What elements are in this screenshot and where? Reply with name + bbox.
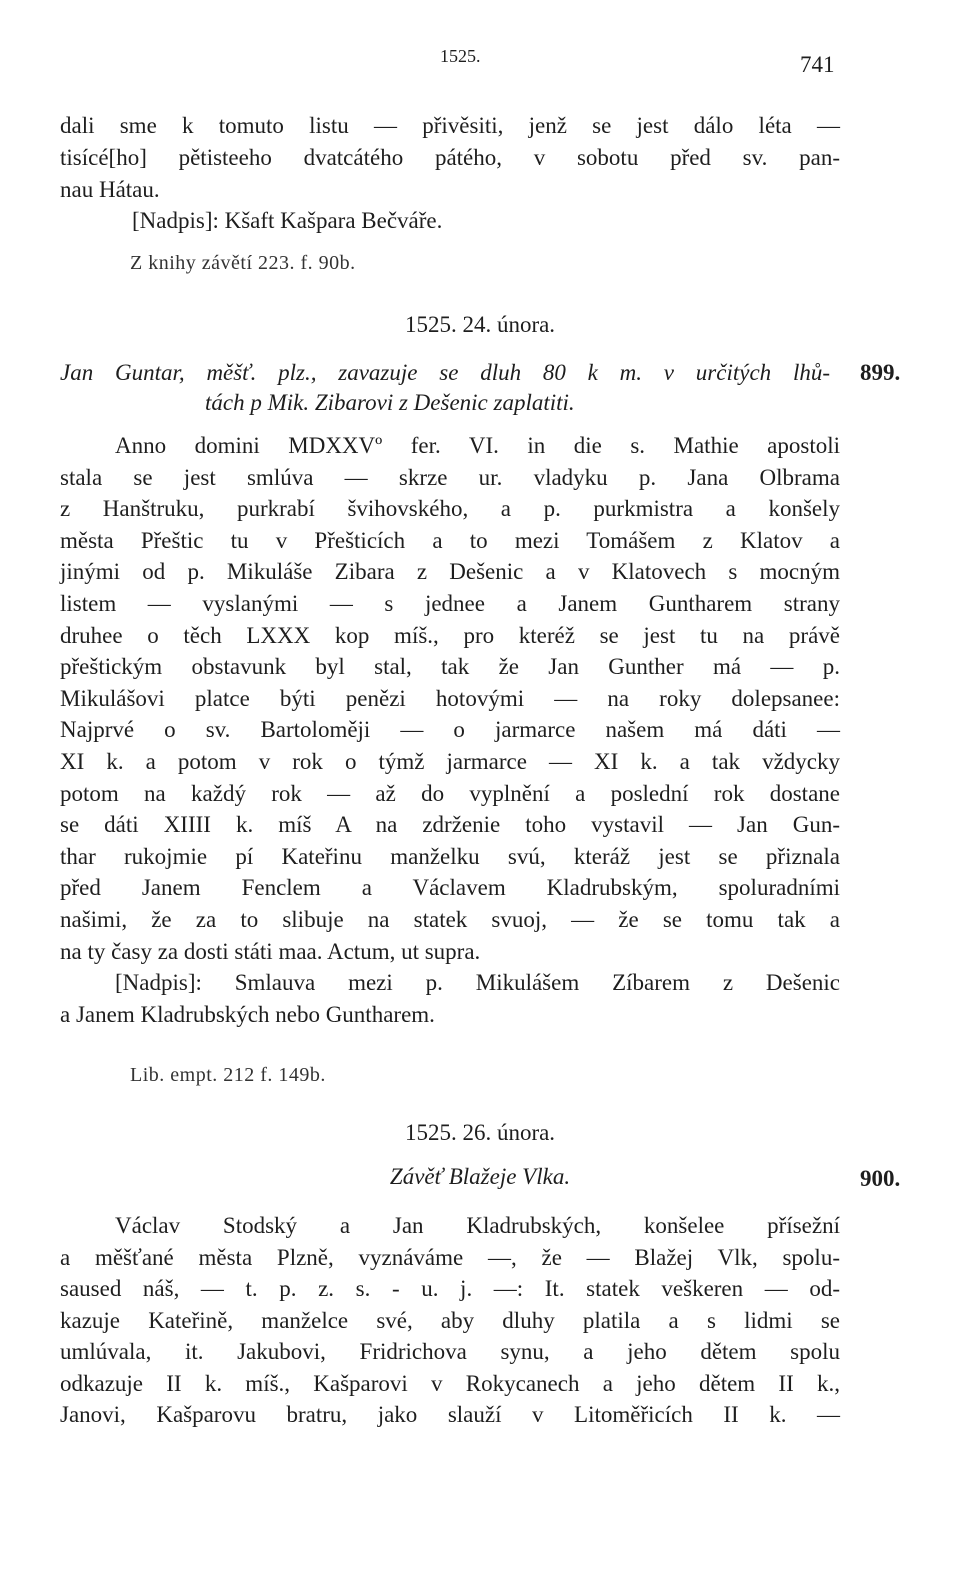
text-line: přeštickým obstavunk byl stal, tak že Jan Gunther má — p. bbox=[60, 654, 840, 680]
text-line: dali sme k tomuto listu — přivěsiti, jenž se jest dálo léta — bbox=[60, 113, 840, 138]
text-line: druhee o těch LXXX kop míš., pro kteréž se jest tu na právě bbox=[60, 622, 840, 648]
entry-900-date: 1525. 26. února. bbox=[404, 1120, 556, 1145]
text-line: odkazuje II k. míš., Kašparovi v Rokycanech a jeho dětem II k., bbox=[60, 1370, 840, 1396]
text-line: Václav Stodský a Jan Kladrubských, konšelee přísežní bbox=[115, 1213, 840, 1238]
text-line: města Přeštic tu v Přešticích a to mezi Tomášem z Klatov a bbox=[60, 527, 840, 553]
text-line: jinými od p. Mikuláše Zibara z Dešenic a v Klatovech s mocným bbox=[60, 559, 840, 585]
entry-900-regest: Závěť Blažeje Vlka. bbox=[389, 1164, 571, 1189]
continuation-text bbox=[60, 110, 840, 237]
text-line: XI k. a potom v rok o týmž jarmarce — XI k. a tak vždycky bbox=[60, 748, 840, 774]
text-line: saused náš, — t. p. z. s. - u. j. —: It. statek veškeren — od- bbox=[60, 1276, 840, 1301]
entry-900-body bbox=[60, 1210, 840, 1431]
text-line: nau Hátau. bbox=[60, 176, 160, 202]
text-line: umlúvala, it. Jakubovi, Fridrichova synu, a jeho dětem spolu bbox=[60, 1339, 840, 1364]
text-line: Mikulášovi platce býti penězi hotovými — na roky dolepsanee: bbox=[60, 685, 840, 711]
regest-line: tách p Mik. Zibarovi z Dešenic zaplatiti. bbox=[205, 390, 575, 415]
regest-line: Jan Guntar, měšť. plz., zavazuje se dluh 80 k m. v určitých lhů- bbox=[60, 360, 830, 385]
text-line: listem — vyslanými — s jednee a Janem Guntharem strany bbox=[60, 590, 840, 616]
entry-899-number: 899. bbox=[860, 360, 901, 385]
entry-899-regest bbox=[60, 358, 830, 418]
text-line: a měšťané města Plzně, vyznáváme —, že — Blažej Vlk, spolu- bbox=[60, 1244, 840, 1270]
text-line: se dáti XIIII k. míš A na zdrženie toho vystavil — Jan Gun- bbox=[60, 812, 840, 838]
running-year: 1525. bbox=[440, 46, 481, 66]
text-line: z Hanštruku, purkrabí švihovského, a p. purkmistra a konšely bbox=[60, 496, 840, 522]
text-line: potom na každý rok — až do vyplnění a poslední rok dostane bbox=[60, 780, 840, 806]
text-line: thar rukojmie pí Kateřinu manželku svú, kteráž jest se přiznala bbox=[60, 843, 840, 869]
entry-900-number: 900. bbox=[860, 1166, 901, 1191]
source-note: Z knihy závětí 223. f. 90b. bbox=[130, 252, 356, 274]
text-line: kazuje Kateřině, manželce své, aby dluhy platila a s lidmi se bbox=[60, 1307, 840, 1333]
inscription: [Nadpis]: Kšaft Kašpara Bečváře. bbox=[132, 208, 443, 234]
text-line: Najprvé o sv. Bartoloměji — o jarmarce našem má dáti — bbox=[60, 717, 840, 743]
text-line: tisícé[ho] pětisteeho dvatcátého pátého, v sobotu před sv. pan- bbox=[60, 144, 840, 170]
text-line: stala se jest smlúva — skrze ur. vladyku p. Jana Olbrama bbox=[60, 464, 840, 490]
text-line: Janovi, Kašparovu bratru, jako slauží v Litoměřicích II k. — bbox=[60, 1402, 840, 1427]
text-line: před Janem Fenclem a Václavem Kladrubským, spoluradními bbox=[60, 875, 840, 901]
entry-899-date: 1525. 24. února. bbox=[404, 312, 556, 337]
entry-899-body bbox=[60, 430, 840, 1030]
page-number: 741 bbox=[800, 52, 835, 77]
inscription-line: a Janem Kladrubských nebo Guntharem. bbox=[60, 1001, 435, 1027]
inscription-line: [Nadpis]: Smlauva mezi p. Mikulášem Zíbarem z Dešenic bbox=[115, 970, 840, 996]
text-line: na ty časy za dosti státi maa. Actum, ut supra. bbox=[60, 938, 481, 964]
text-line: Anno domini MDXXVº fer. VI. in die s. Mathie apostoli bbox=[115, 433, 840, 458]
text-line: našimi, že za to slibuje na statek svuoj, — že se tomu tak a bbox=[60, 906, 840, 932]
source-note: Lib. empt. 212 f. 149b. bbox=[130, 1064, 326, 1086]
